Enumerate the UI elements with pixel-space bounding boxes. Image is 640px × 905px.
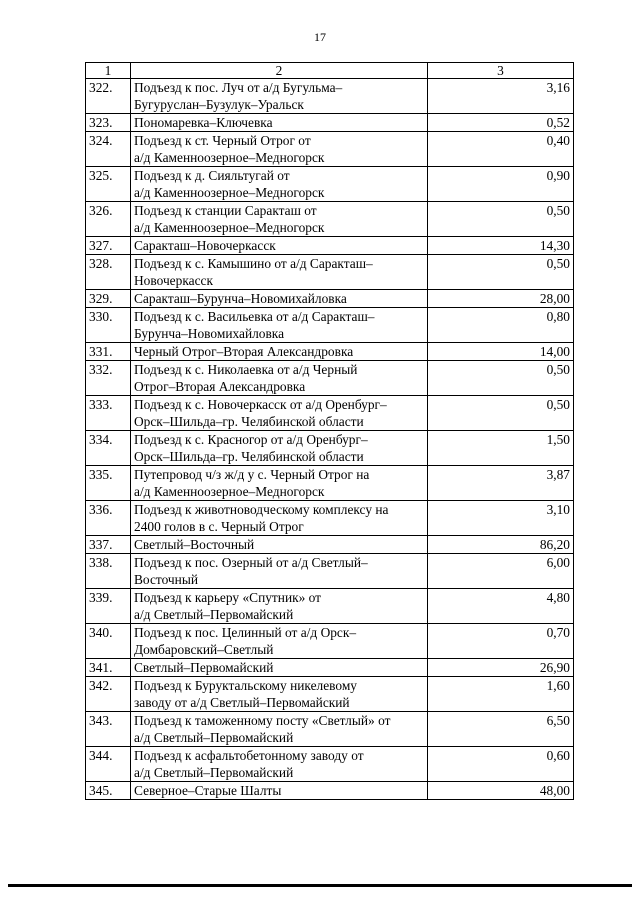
road-name [131,782,428,800]
road-name-line: Подъезд к пос. Луч от а/д Бугульма– [134,80,343,95]
column-header-name: 2 [131,63,428,79]
table-row [86,782,574,800]
road-length: 1,50 [428,431,574,466]
road-length: 26,90 [428,659,574,677]
row-number: 334. [86,431,131,466]
road-name-line: а/д Каменноозерное–Медногорск [134,150,325,165]
road-name-line: Подъезд к животноводческому комплексу на [134,502,389,517]
road-name-line: Подъезд к с. Красногор от а/д Оренбург– [134,432,368,447]
table-row [86,589,574,624]
table-row [86,132,574,167]
road-length: 0,50 [428,202,574,237]
table-row [86,237,574,255]
road-name-line: Саракташ–Новочеркасск [134,238,276,253]
road-length: 0,90 [428,167,574,202]
row-number: 323. [86,114,131,132]
page-number: 17 [314,30,326,44]
road-name-line: Светлый–Первомайский [134,660,274,675]
road-length: 6,00 [428,554,574,589]
road-name-line: Северное–Старые Шалты [134,783,282,798]
column-header-length: 3 [428,63,574,79]
road-name [131,167,428,202]
table-row [86,677,574,712]
row-number: 327. [86,237,131,255]
road-length: 14,00 [428,343,574,361]
road-name-line: Светлый–Восточный [134,537,255,552]
road-length: 4,80 [428,589,574,624]
table-row [86,554,574,589]
road-name [131,79,428,114]
table-row [86,624,574,659]
road-name-line: Орск–Шильда–гр. Челябинской области [134,449,364,464]
road-name-line: Подъезд к пос. Целинный от а/д Орск– [134,625,357,640]
road-name-line: Подъезд к карьеру «Спутник» от [134,590,322,605]
road-name [131,677,428,712]
road-name-line: Подъезд к д. Сияльтугай от [134,168,290,183]
road-name-line: Подъезд к асфальтобетонному заводу от [134,748,364,763]
road-name-line: Подъезд к пос. Озерный от а/д Светлый– [134,555,368,570]
road-name-line: а/д Каменноозерное–Медногорск [134,185,325,200]
road-name-line: а/д Каменноозерное–Медногорск [134,220,325,235]
table-row [86,343,574,361]
road-name-line: Домбаровский–Светлый [134,642,274,657]
road-name-line: Саракташ–Бурунча–Новомихайловка [134,291,347,306]
road-length: 14,30 [428,237,574,255]
road-length: 0,80 [428,308,574,343]
row-number: 337. [86,536,131,554]
road-name [131,237,428,255]
row-number: 331. [86,343,131,361]
road-length: 48,00 [428,782,574,800]
road-name-line: Подъезд к ст. Черный Отрог от [134,133,311,148]
road-name [131,202,428,237]
road-name-line: а/д Светлый–Первомайский [134,607,294,622]
row-number: 329. [86,290,131,308]
table-row [86,396,574,431]
road-name [131,396,428,431]
row-number: 345. [86,782,131,800]
road-name [131,712,428,747]
road-name [131,589,428,624]
road-name [131,132,428,167]
row-number: 333. [86,396,131,431]
table-body [86,79,574,800]
roads-table [85,62,574,800]
table-row [86,361,574,396]
table-row [86,255,574,290]
table-row [86,79,574,114]
road-name [131,308,428,343]
road-name-line: Подъезд к с. Васильевка от а/д Саракташ– [134,309,375,324]
road-name [131,501,428,536]
road-length: 0,40 [428,132,574,167]
row-number: 332. [86,361,131,396]
road-name-line: Бурунча–Новомихайловка [134,326,285,341]
road-name [131,466,428,501]
table-row [86,167,574,202]
road-length: 86,20 [428,536,574,554]
road-name-line: Подъезд к с. Новочеркасск от а/д Оренбург– [134,397,387,412]
table-row [86,712,574,747]
road-name [131,554,428,589]
road-length: 3,87 [428,466,574,501]
table-header-row [86,63,574,79]
row-number: 338. [86,554,131,589]
road-name [131,431,428,466]
road-name-line: Бугуруслан–Бузулук–Уральск [134,97,304,112]
road-name-line: 2400 голов в с. Черный Отрог [134,519,304,534]
row-number: 325. [86,167,131,202]
road-name-line: а/д Каменноозерное–Медногорск [134,484,325,499]
table-row [86,114,574,132]
road-name-line: Восточный [134,572,198,587]
road-name-line: Отрог–Вторая Александровка [134,379,306,394]
road-name-line: Черный Отрог–Вторая Александровка [134,344,354,359]
row-number: 330. [86,308,131,343]
road-name [131,361,428,396]
road-name-line: Подъезд к станции Саракташ от [134,203,317,218]
road-name-line: Новочеркасск [134,273,213,288]
road-length: 28,00 [428,290,574,308]
road-name-line: а/д Светлый–Первомайский [134,765,294,780]
road-length: 1,60 [428,677,574,712]
table-row [86,466,574,501]
road-name [131,624,428,659]
road-length: 0,50 [428,361,574,396]
road-name [131,290,428,308]
road-length: 6,50 [428,712,574,747]
road-length: 0,50 [428,255,574,290]
road-name [131,536,428,554]
row-number: 322. [86,79,131,114]
road-name-line: Орск–Шильда–гр. Челябинской области [134,414,364,429]
road-name [131,114,428,132]
row-number: 343. [86,712,131,747]
road-name [131,747,428,782]
road-name [131,659,428,677]
row-number: 344. [86,747,131,782]
table-row [86,202,574,237]
table-row [86,431,574,466]
row-number: 340. [86,624,131,659]
footer-rule [8,884,632,887]
road-name [131,343,428,361]
table-row [86,308,574,343]
row-number: 341. [86,659,131,677]
table-row [86,536,574,554]
road-length: 3,10 [428,501,574,536]
row-number: 339. [86,589,131,624]
table-row [86,659,574,677]
table-row [86,747,574,782]
road-name-line: а/д Светлый–Первомайский [134,730,294,745]
road-length: 3,16 [428,79,574,114]
road-name-line: Пономаревка–Ключевка [134,115,273,130]
row-number: 326. [86,202,131,237]
row-number: 342. [86,677,131,712]
road-length: 0,70 [428,624,574,659]
road-length: 0,60 [428,747,574,782]
road-name-line: заводу от а/д Светлый–Первомайский [134,695,350,710]
road-name-line: Подъезд к с. Камышино от а/д Саракташ– [134,256,373,271]
road-name [131,255,428,290]
road-name-line: Подъезд к с. Николаевка от а/д Черный [134,362,358,377]
road-name-line: Подъезд к таможенному посту «Светлый» от [134,713,391,728]
table-row [86,290,574,308]
row-number: 328. [86,255,131,290]
road-length: 0,52 [428,114,574,132]
row-number: 324. [86,132,131,167]
row-number: 336. [86,501,131,536]
road-name-line: Путепровод ч/з ж/д у с. Черный Отрог на [134,467,370,482]
table-row [86,501,574,536]
road-name-line: Подъезд к Буруктальскому никелевому [134,678,357,693]
column-header-number: 1 [86,63,131,79]
road-length: 0,50 [428,396,574,431]
row-number: 335. [86,466,131,501]
